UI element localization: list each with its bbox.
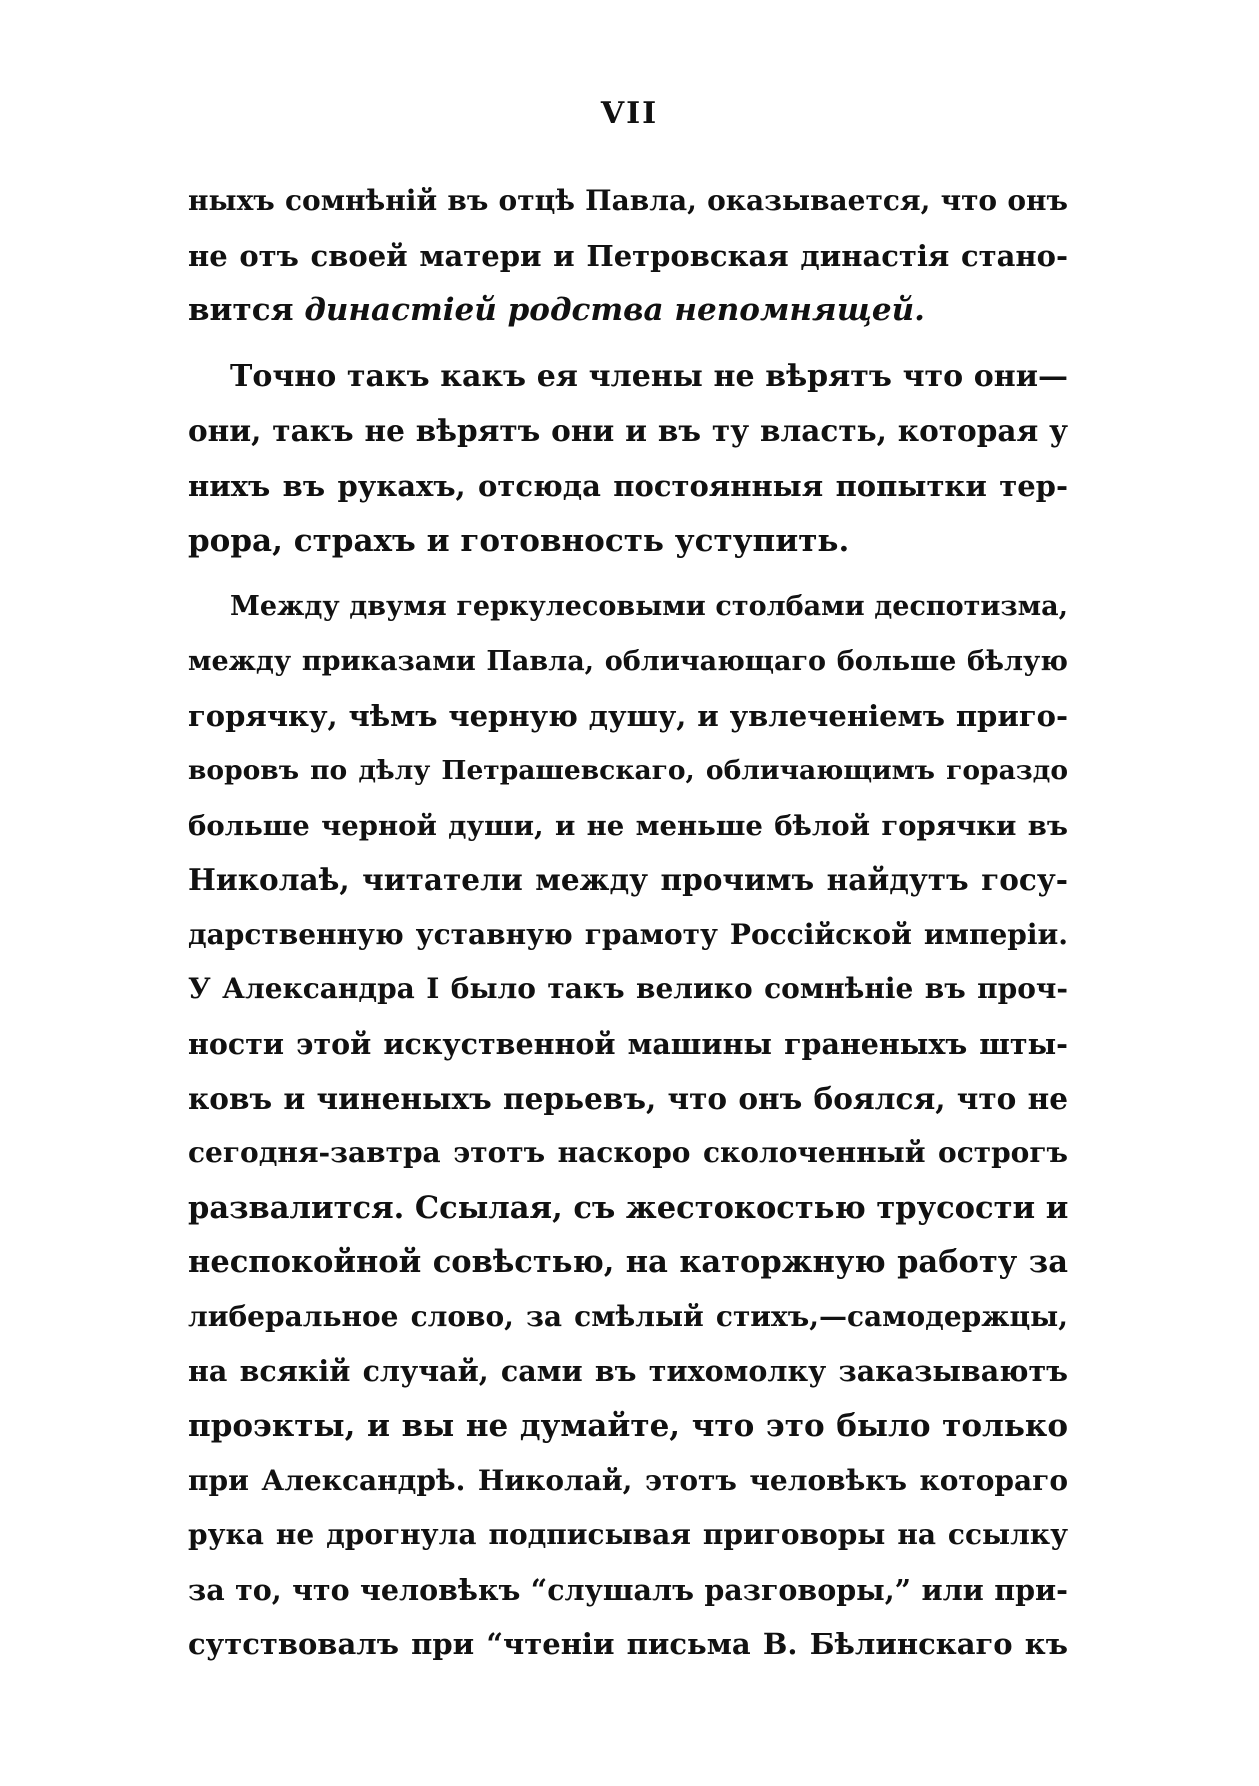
text-line: ности этой искуственной машины граненыхъ шты-: [188, 1026, 1068, 1061]
text-line: развалится. Ссылая, съ жестокостью трусости и: [188, 1189, 1068, 1226]
page-number: VII: [600, 96, 659, 131]
paragraph-gap: [188, 568, 1068, 580]
text-line: сутствовалъ при “чтеніи письма В. Бѣлинскаго къ: [188, 1627, 1068, 1662]
text-line: [188, 283, 1068, 338]
text-line: рука не дрогнула подписывая приговоры на ссылку: [188, 1518, 1068, 1552]
text-line: при Александрѣ. Николай, этотъ человѣкъ котораго: [188, 1463, 1068, 1497]
body-text: [188, 174, 1068, 1672]
paragraph-gap: [188, 338, 1068, 350]
text-line: на всякій случай, сами въ тихомолку заказываютъ: [188, 1354, 1068, 1389]
text-line: проэкты, и вы не думайте, что это было только: [188, 1408, 1068, 1445]
text-line: Точно такъ какъ ея члены не вѣрятъ что они—: [230, 358, 1068, 394]
text-line: ковъ и чиненыхъ перьевъ, что онъ боялся, что не: [188, 1080, 1068, 1116]
text-line: не отъ своей матери и Петровская династія стано-: [188, 238, 1068, 273]
text-line: У Александра I было такъ велико сомнѣніе въ проч-: [188, 972, 1068, 1006]
text-line: воровъ по дѣлу Петрашевскаго, обличающимъ гораздо: [188, 754, 1068, 786]
text-line: ныхъ сомнѣній въ отцѣ Павла, оказывается, что онъ: [188, 184, 1068, 217]
text-segment: вится: [188, 292, 305, 329]
text-line: Николаѣ, читатели между прочимъ найдутъ госу-: [188, 862, 1068, 898]
text-line: больше черной души, и не меньше бѣлой горячки въ: [188, 809, 1068, 842]
text-line: Между двумя геркулесовыми столбами деспотизма,: [230, 591, 1068, 623]
text-line: нихъ въ рукахъ, отсюда постоянныя попытки тер-: [188, 468, 1068, 503]
text-line: за то, что человѣкъ “слушалъ разговоры,” или при-: [188, 1572, 1068, 1607]
italic-phrase: династіей родства непомнящей.: [304, 292, 925, 329]
text-line: дарственную уставную грамоту Россійской имперіи.: [188, 917, 1068, 951]
text-line: неспокойной совѣстью, на каторжную работу за: [188, 1244, 1068, 1281]
text-line: они, такъ не вѣрятъ они и въ ту власть, которая у: [188, 413, 1068, 449]
text-line: горячку, чѣмъ черную душу, и увлеченіемъ приго-: [188, 699, 1068, 734]
text-line: либеральное слово, за смѣлый стихъ,—самодержцы,: [188, 1299, 1068, 1333]
text-line: между приказами Павла, обличающаго больше бѣлую: [188, 645, 1068, 677]
text-line: рора, страхъ и готовность уступить.: [188, 522, 850, 559]
text-line: сегодня-завтра этотъ наскоро сколоченный острогъ: [188, 1136, 1068, 1170]
